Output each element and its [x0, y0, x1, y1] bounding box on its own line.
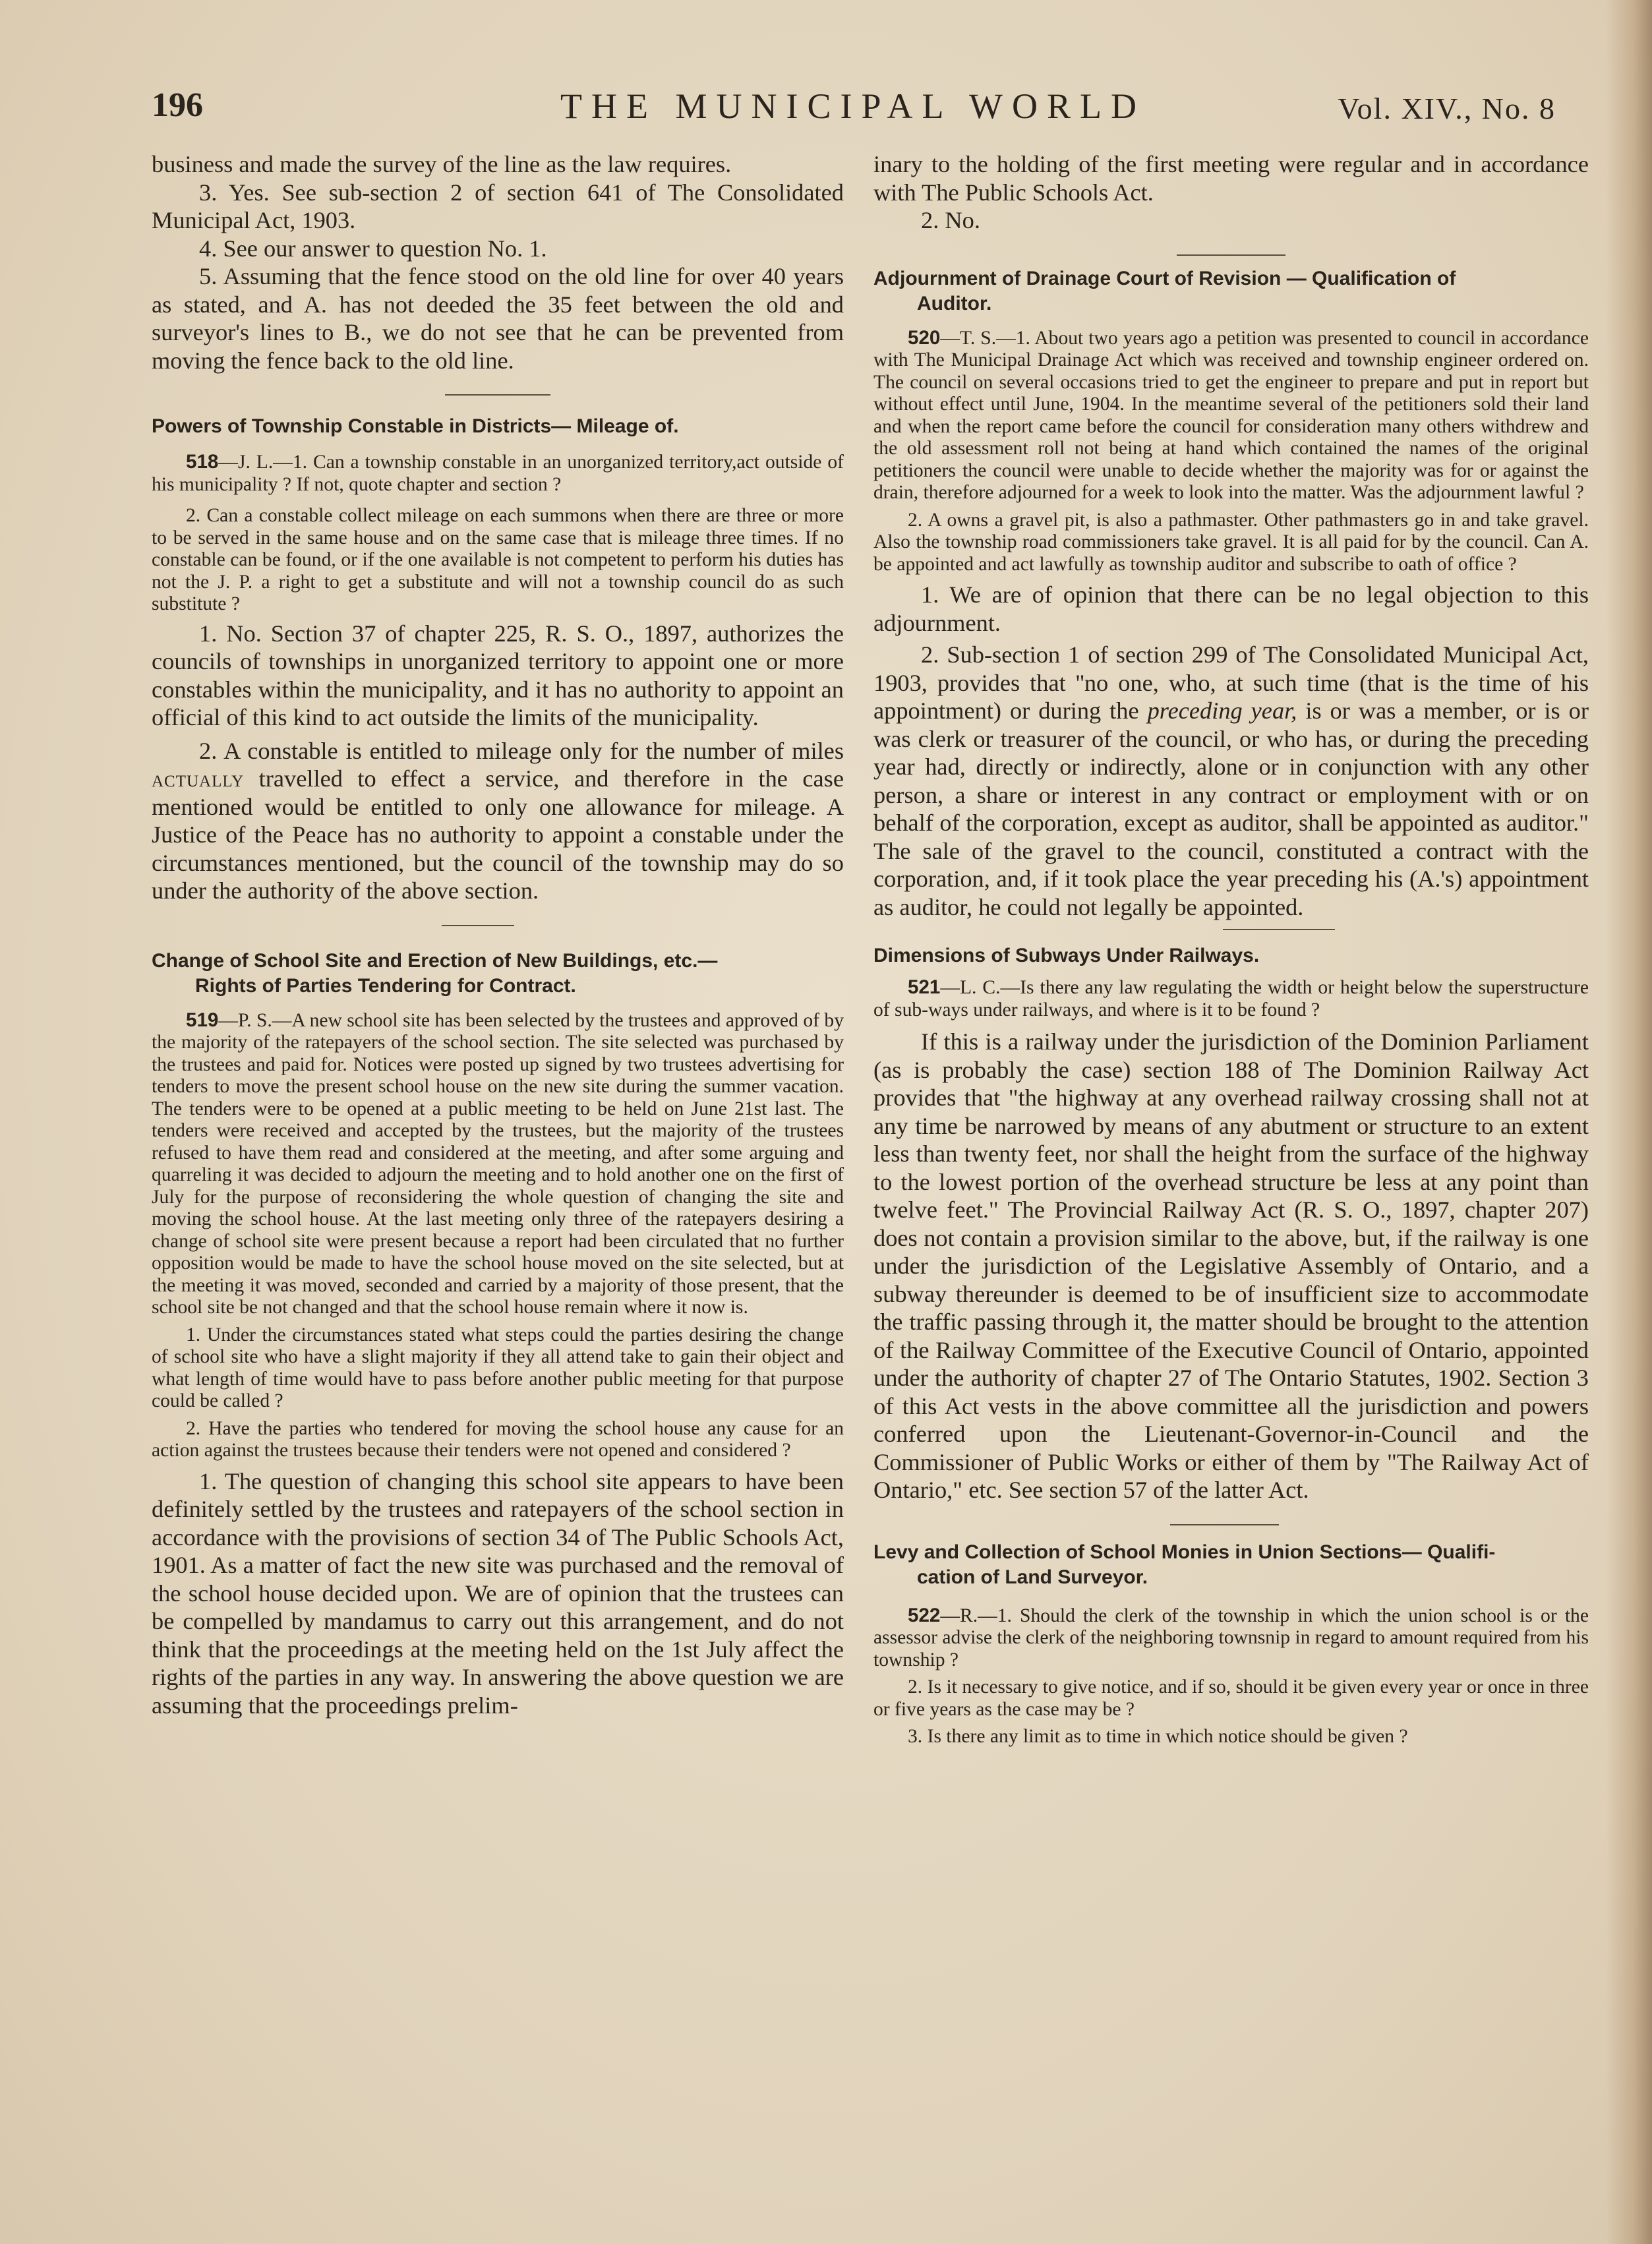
- question-paragraph: 2. Can a constable collect mileage on each summons when there are three or more to be served in the same house and on the same case that is mileage three times. If no constable can be found, or if the one available is not competent to perform his duties has not the J. P. a right to get a substitute and will not a township council do as such substitute ?: [152, 505, 844, 614]
- volume-number: Vol. XIV., No. 8: [1338, 92, 1556, 125]
- section-divider: [152, 905, 844, 949]
- section-heading: Levy and Collection of School Monies in Union Sections— Qualifi- cation of Land Surveyor.: [873, 1541, 1496, 1588]
- answer-paragraph: If this is a railway under the jurisdiction of the Dominion Parliament (as is probably the case) section 188 of The Dominion Railway Act provides that "the highway at any overhead railway crossing shall not at any time be narrowed by means of any abutment or structure to an extent less than twenty feet, nor shall the height from the surface of the highway to the lowest portion of the overhead structure be less at any point than twelve feet." The Provincial Railway Act (R. S. O., 1897, chapter 207) does not contain a provision similar to the above, but, if the railway is one under the jurisdiction of the Legislative Assembly of Ontario, and a subway thereunder is deemed to be of insufficient size to accommodate the traffic passing through it, the matter should be brought to the attention of the Railway Committee of the Executive Council of Ontario, appointed under the authority of chapter 27 of The Ontario Statutes, 1902. Section 3 of this Act vests in the above committee all the jurisdiction and powers conferred upon the Lieutenant-Governor-in-Council and the Commissioner of Public Works or either of them by "The Railway Act of Ontario," etc. See section 57 of the latter Act.: [873, 1028, 1589, 1503]
- question-number: 520: [908, 326, 941, 349]
- answer-paragraph: 1. The question of changing this school site appears to have been definitely settled by the trustees and ratepayers of the school section in accordance with the provisions of section 34 of The Public Schools Act, 1901. As a matter of fact the new site was purchased and the removal of the school house decided upon. We are of opinion that the trustees can be compelled by mandamus to carry out this arrangement, and do not think that the proceedings at the meeting held on the 1st July affect the rights of the parties in any way. In answering the above question we are assuming that the proceedings prelim-: [152, 1467, 844, 1719]
- question-paragraph: 518—J. L.—1. Can a township constable in an unorganized territory,act outside of his municipality ? If not, quote chapter and section ?: [152, 451, 844, 495]
- answer-paragraph: 2. Sub-section 1 of section 299 of The Consolidated Municipal Act, 1903, provides that ''no one, who, at such time (that is the time of his appointment) or during the preceding year, is or was a member, or is or was clerk or treasurer of the council, or who has, or during the preceding year had, directly or indirectly, alone or in conjunction with any other person, a share or interest in any contract or employment with or on behalf of the corporation, except as auditor, shall be appointed as auditor." The sale of the gravel to the council, constituted a contract with the corporation, and, if it took place the year preceding his (A.'s) appointment as auditor, he could not legally be appointed.: [873, 641, 1589, 920]
- answer-paragraph: 2. A constable is entitled to mileage only for the number of miles actually travelled to effect a service, and therefore in the case mentioned would be entitled to only one allowance for mileage. A Justice of the Peace has no authority to appoint a constable under the circumstances mentioned, but the council of the township may do so under the authority of the above section.: [152, 737, 844, 904]
- question-paragraph: 520—T. S.—1. About two years ago a petition was presented to council in accordance with The Municipal Drainage Act which was received and township engineer ordered on. The council on several occasions tried to get the engineer to prepare and put in report but without effect until June, 1904. In the meantime several of the petitioners sold their land and when the report came before the council for consideration many others withdrew and the old assessment roll not being at hand which contained the names of the original petitioners the council were unable to decide whether the majority was for or against the drain, therefore adjourned for a week to look into the matter. Was the adjournment lawful ?: [873, 326, 1589, 503]
- section-heading: Powers of Township Constable in Districts— Mileage of.: [152, 415, 679, 437]
- question-paragraph: 2. Have the parties who tendered for moving the school house any cause for an action against the trustees because their tenders were not opened and considered ?: [152, 1417, 844, 1461]
- section-divider: [873, 1504, 1589, 1540]
- answer-paragraph: 4. See our answer to question No. 1.: [199, 235, 547, 262]
- continued-paragraph: business and made the survey of the line as the law requires.: [152, 151, 732, 177]
- question-paragraph: 3. Is there any limit as to time in which notice should be given ?: [908, 1726, 1408, 1747]
- question-number: 518: [186, 451, 219, 473]
- section-divider: [873, 921, 1589, 943]
- journal-title: THE MUNICIPAL WORLD: [560, 86, 1146, 126]
- section-heading: Dimensions of Subways Under Railways.: [873, 945, 1260, 966]
- answer-paragraph: 5. Assuming that the fence stood on the old line for over 40 years as stated, and A. has not deeded the 35 feet between the old and surveyor's lines to B., we do not see that he can be prevented from moving the fence back to the old line.: [152, 263, 844, 374]
- section-heading: Adjournment of Drainage Court of Revision — Qualification of Auditor.: [873, 267, 1456, 314]
- answer-paragraph: 1. We are of opinion that there can be no legal objection to this adjournment.: [873, 581, 1589, 636]
- running-header: [152, 80, 1556, 133]
- question-paragraph: 2. A owns a gravel pit, is also a pathmaster. Other pathmasters go in and take gravel. Also the township road commissioners take gravel. It is all paid for by the council. Can A. be appointed and act lawfully as township auditor and subscribe to oath of office ?: [873, 509, 1589, 575]
- answer-paragraph: 3. Yes. See sub-section 2 of section 641 of The Consolidated Municipal Act, 1903.: [152, 179, 844, 233]
- section-heading: Change of School Site and Erection of New Buildings, etc.— Rights of Parties Tendering for Contract.: [152, 949, 718, 997]
- answer-paragraph: 2. No.: [921, 207, 980, 233]
- section-divider: [873, 235, 1589, 266]
- question-paragraph: 1. Under the circumstances stated what steps could the parties desiring the change of school site who have a slight majority if they all attend take to gain their object and what length of time would have to pass before another public meeting for that purpose could be called ?: [152, 1324, 844, 1411]
- question-paragraph: 519—P. S.—A new school site has been selected by the trustees and approved of by the majority of the ratepayers of the school section. The site selected was purchased by the trustees and paid for. Notices were posted up signed by two trustees advertising for tenders to move the present school house on the new site during the summer vacation. The tenders were to be opened at a public meeting to be held on June 21st last. The tenders were received and accepted by the trustees, but the majority of the trustees refused to have them read and considered at the meeting, and after some arguing and quarreling it was decided to adjourn the meeting and to hold another one on the first of July for the purpose of reconsidering the whole question of changing the site and moving the school house. At the last meeting only three of the ratepayers desiring a change of school site were present because a report had been circulated that no further opposition would be made to have the school house moved on the site selected, but at the meeting it was moved, seconded and carried by a majority of those present, that the school site be not changed and that the school house remain where it now is.: [152, 1009, 844, 1318]
- question-number: 522: [908, 1604, 941, 1626]
- question-paragraph: 522—R.—1. Should the clerk of the township in which the union school is or the assessor advise the clerk of the neighboring townsnip in regard to amount required from his township ?: [873, 1604, 1589, 1670]
- question-number: 519: [186, 1009, 219, 1031]
- right-column: [873, 150, 1589, 1748]
- page-spine-shadow: [1606, 0, 1652, 2244]
- section-divider: [152, 374, 844, 414]
- page-number: 196: [152, 86, 203, 124]
- question-paragraph: 521—L. C.—Is there any law regulating the width or height below the superstructure of sub-ways under railways, and where is it to be found ?: [873, 976, 1589, 1020]
- continued-paragraph: inary to the holding of the first meeting were regular and in accordance with The Public Schools Act.: [873, 151, 1589, 206]
- question-number: 521: [908, 976, 941, 998]
- left-column: [152, 150, 844, 1719]
- answer-paragraph: 1. No. Section 37 of chapter 225, R. S. O., 1897, authorizes the councils of townships in unorganized territory to appoint one or more constables within the municipality, and it has no authority to appoint an official of this kind to act outside the limits of the municipality.: [152, 620, 844, 730]
- question-paragraph: 2. Is it necessary to give notice, and if so, should it be given every year or once in three or five years as the case may be ?: [873, 1676, 1589, 1720]
